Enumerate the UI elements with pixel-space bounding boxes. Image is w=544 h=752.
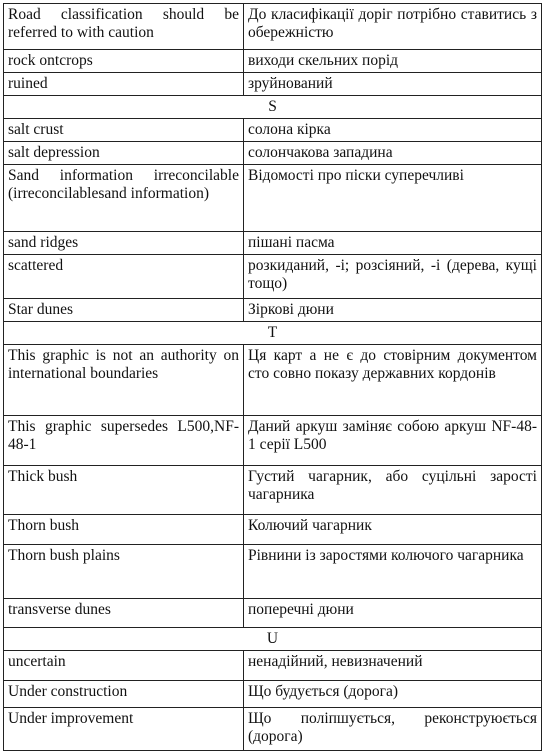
table-row [4, 681, 542, 708]
english-term: salt depression [4, 142, 244, 165]
ukrainian-translation: розкиданий, -і; розсіяний, -і (дерева, кущі тощо) [244, 255, 542, 299]
table-row [4, 142, 542, 165]
ukrainian-translation: Рівнини із заростями колючого чагарника [244, 545, 542, 599]
ukrainian-translation: Даний аркуш заміняє собою аркуш NF-48-1 серії L500 [244, 416, 542, 466]
table-row [4, 50, 542, 73]
english-term: Sand information irreconcilable (irreconcilablesand information) [4, 165, 244, 232]
english-term: Road classification should be referred to with caution [4, 4, 244, 50]
english-term: Thorn bush plains [4, 545, 244, 599]
section-letter: T [4, 322, 542, 345]
ukrainian-translation: Відомості про піски суперечливі [244, 165, 542, 232]
table-row [4, 545, 542, 599]
ukrainian-translation: Що будується (дорога) [244, 681, 542, 708]
table-row [4, 515, 542, 545]
ukrainian-translation: солончакова западина [244, 142, 542, 165]
letter-row [4, 628, 542, 651]
ukrainian-translation: Колючий чагарник [244, 515, 542, 545]
english-term: Under improvement [4, 708, 244, 751]
english-term: salt crust [4, 119, 244, 142]
table-row [4, 599, 542, 628]
english-term: Under construction [4, 681, 244, 708]
english-term: uncertain [4, 651, 244, 681]
section-letter: S [4, 96, 542, 119]
ukrainian-translation: пішані пасма [244, 232, 542, 255]
table-row [4, 345, 542, 416]
english-term: Star dunes [4, 299, 244, 322]
table-row [4, 4, 542, 50]
english-term: This graphic is not an authority on international boundaries [4, 345, 244, 416]
table-row [4, 416, 542, 466]
table-row [4, 165, 542, 232]
ukrainian-translation: Густий чагарник, або суцільні зарості чагарника [244, 466, 542, 515]
english-term: Thick bush [4, 466, 244, 515]
english-term: scattered [4, 255, 244, 299]
english-term: sand ridges [4, 232, 244, 255]
glossary-table [3, 3, 542, 751]
english-term: ruined [4, 73, 244, 96]
table-row [4, 255, 542, 299]
table-row [4, 232, 542, 255]
table-row [4, 466, 542, 515]
ukrainian-translation: виходи скельних порід [244, 50, 542, 73]
ukrainian-translation: ненадійний, невизначений [244, 651, 542, 681]
ukrainian-translation: поперечні дюни [244, 599, 542, 628]
table-row [4, 73, 542, 96]
ukrainian-translation: Зіркові дюни [244, 299, 542, 322]
table-row [4, 119, 542, 142]
english-term: This graphic supersedes L500,NF-48-1 [4, 416, 244, 466]
english-term: Thorn bush [4, 515, 244, 545]
ukrainian-translation: Що поліпшується, реконструюється (дорога) [244, 708, 542, 751]
table-row [4, 299, 542, 322]
ukrainian-translation: зруйнований [244, 73, 542, 96]
ukrainian-translation: До класифікації доріг потрібно ставитись з обережністю [244, 4, 542, 50]
english-term: rock ontcrops [4, 50, 244, 73]
ukrainian-translation: солона кірка [244, 119, 542, 142]
section-letter: U [4, 628, 542, 651]
ukrainian-translation: Ця карт а не є до стовірним документом сто совно показу державних кордонів [244, 345, 542, 416]
table-row [4, 651, 542, 681]
english-term: transverse dunes [4, 599, 244, 628]
letter-row [4, 322, 542, 345]
table-row [4, 708, 542, 751]
letter-row [4, 96, 542, 119]
